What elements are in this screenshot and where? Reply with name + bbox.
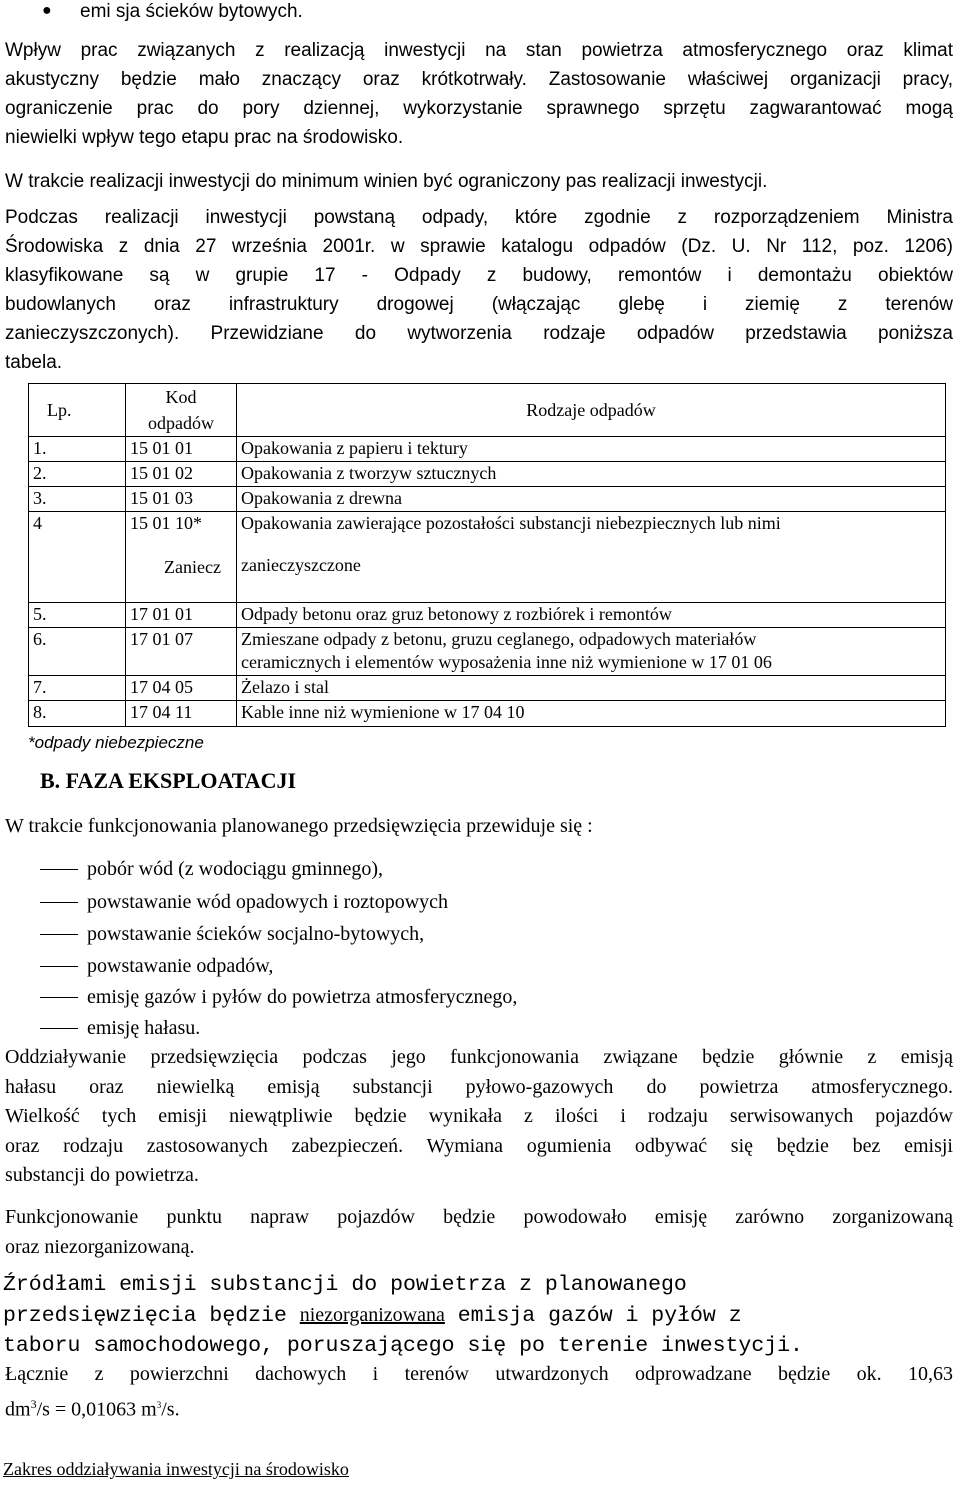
cell-lp: 4	[29, 512, 126, 603]
dash-marker	[40, 934, 78, 935]
text-line: tabela.	[5, 352, 63, 373]
text-line: oraz rodzaju zastosowanych zabezpieczeń. Wymiana ogumienia odbywać się będzie bez emisji	[5, 1134, 953, 1157]
dash-marker	[40, 902, 78, 903]
text-line: klasyfikowane są w grupie 17 - Odpady z budowy, remontów i demontażu obiektów	[5, 265, 953, 286]
table-row	[29, 462, 946, 487]
text-line: Oddziaływanie przedsięwzięcia podczas jego funkcjonowania związane będzie głównie z emisją	[5, 1046, 953, 1068]
cell-kind	[237, 512, 946, 603]
table-row	[29, 437, 946, 462]
table-row	[29, 628, 946, 676]
list-item	[40, 919, 424, 949]
list-item	[40, 951, 273, 981]
bullet-item	[0, 0, 960, 29]
cell-code: 17 01 01	[126, 603, 237, 628]
text-line	[3, 1300, 803, 1331]
dash-marker	[40, 966, 78, 967]
text-line: Podczas realizacji inwestycji powstaną odpady, które zgodnie z rozporządzeniem Ministra	[5, 207, 953, 228]
cell-kind-line1: Zmieszane odpady z betonu, gruzu ceglanego, odpadowych materiałów	[241, 629, 757, 649]
text-line: Wpływ prac związanych z realizacją inwestycji na stan powietrza atmosferycznego oraz klimat	[5, 40, 953, 61]
paragraph-belt: W trakcie realizacji inwestycji do minimum winien być ograniczony pas realizacji inwestycji.	[5, 171, 768, 192]
text-line: budowlanych oraz infrastruktury drogowej (włączając glebę i ziemię z terenów	[5, 294, 953, 315]
cell-kind: Opakowania z papieru i tektury	[237, 437, 946, 462]
list-item	[40, 1013, 200, 1043]
cell-code	[126, 512, 237, 603]
cell-code: 17 04 11	[126, 701, 237, 727]
table-row	[29, 701, 946, 727]
header-lp: Lp.	[29, 384, 126, 437]
cell-code-overflow: Zaniecz	[164, 557, 221, 577]
cell-code: 17 04 05	[126, 676, 237, 701]
cell-code: 15 01 02	[126, 462, 237, 487]
paragraph-sources	[3, 1270, 803, 1361]
paragraph-air-impact	[5, 36, 953, 152]
table-row	[29, 512, 946, 603]
dash-marker	[40, 997, 78, 998]
table-row	[29, 676, 946, 701]
dash-marker	[40, 1028, 78, 1029]
header-code-line2: odpadów	[148, 413, 214, 433]
paragraph-repair	[5, 1203, 953, 1262]
list-item-text: emisję hałasu.	[87, 1017, 201, 1039]
list-item-text: powstawanie wód opadowych i roztopowych	[87, 891, 449, 913]
text-segment: dm	[5, 1398, 31, 1421]
section-heading: B. FAZA EKSPLOATACJI	[40, 768, 297, 793]
list-item-text: emisję gazów i pyłów do powietrza atmosferycznego,	[87, 986, 518, 1008]
cell-lp: 6.	[29, 628, 126, 676]
text-line: zanieczyszczonych). Przewidziane do wytworzenia rodzaje odpadów przedstawia poniższa	[5, 323, 953, 344]
cell-lp: 2.	[29, 462, 126, 487]
cell-code: 15 01 01	[126, 437, 237, 462]
cell-lp: 5.	[29, 603, 126, 628]
list-item-text: pobór wód (z wodociągu gminnego),	[87, 858, 384, 880]
footer-title: Zakres oddziaływania inwestycji na środowisko	[3, 1459, 349, 1479]
text-line: Funkcjonowanie punktu napraw pojazdów będzie powodowało emisję zarówno zorganizowaną	[5, 1206, 953, 1228]
cell-lp: 3.	[29, 487, 126, 512]
list-item-text: powstawanie odpadów,	[87, 955, 274, 977]
dash-marker	[40, 869, 78, 870]
text-line: substancji do powietrza.	[5, 1164, 199, 1186]
cell-lp: 8.	[29, 701, 126, 727]
superscript: 3	[156, 1399, 162, 1410]
cell-lp: 1.	[29, 437, 126, 462]
text-line: Źródłami emisji substancji do powietrza z planowanego	[3, 1273, 687, 1297]
cell-code-text: 15 01 10*	[130, 513, 202, 533]
paragraph-waste	[5, 203, 953, 377]
waste-table	[28, 383, 946, 727]
text-line: oraz niezorganizowaną.	[5, 1235, 195, 1258]
cell-kind: Opakowania z drewna	[237, 487, 946, 512]
intro-operation: W trakcie funkcjonowania planowanego przedsięwzięcia przewiduje się :	[5, 815, 593, 837]
cell-code: 17 01 07	[126, 628, 237, 676]
header-kind: Rodzaje odpadów	[237, 384, 946, 437]
text-line: ograniczenie prac do pory dziennej, wykorzystanie sprawnego sprzętu zagwarantować mogą	[5, 98, 953, 119]
header-code-line1: Kod	[165, 387, 197, 407]
text-line: Łącznie z powierzchni dachowych i terenów utwardzonych odprowadzane będzie ok. 10,63	[5, 1363, 953, 1385]
text-segment: /s.	[161, 1398, 180, 1421]
text-line: Wielkość tych emisji niewątpliwie będzie wynikała z ilości i rodzaju serwisowanych pojazdów	[5, 1105, 953, 1127]
bullet-text: emi sja ścieków bytowych.	[80, 1, 303, 22]
underlined-term: niezorganizowana	[299, 1304, 445, 1326]
cell-kind: Odpady betonu oraz gruz betonowy z rozbiórek i remontów	[237, 603, 946, 628]
cell-kind: Opakowania z tworzyw sztucznych	[237, 462, 946, 487]
paragraph-impact	[5, 1043, 953, 1191]
table-header-row	[29, 384, 946, 437]
text-line: niewielki wpływ tego etapu prac na środowisko.	[5, 127, 404, 148]
header-code	[126, 384, 237, 437]
cell-kind-line2: zanieczyszczone	[241, 555, 361, 575]
bullet-dot: ●	[42, 2, 52, 19]
list-item	[40, 982, 517, 1012]
cell-kind: Żelazo i stal	[237, 676, 946, 701]
paragraph-drain	[5, 1360, 953, 1425]
table-footnote: *odpady niebezpieczne	[28, 733, 204, 752]
text-segment: przedsięwzięcia będzie	[3, 1304, 300, 1328]
text-line: hałasu oraz niewielką emisją substancji pyłowo-gazowych do powietrza atmosferycznego.	[5, 1075, 953, 1098]
cell-code: 15 01 03	[126, 487, 237, 512]
list-item	[40, 854, 383, 884]
text-line	[5, 1390, 953, 1425]
cell-kind-line1: Opakowania zawierające pozostałości substancji niebezpiecznych lub nimi	[241, 513, 781, 533]
cell-lp: 7.	[29, 676, 126, 701]
text-segment: /s = 0,01063 m	[36, 1398, 157, 1421]
text-segment: emisja gazów i pyłów z	[444, 1304, 742, 1328]
cell-kind-line2: ceramicznych i elementów wyposażenia inne niż wymienione w 17 01 06	[241, 652, 772, 672]
cell-kind	[237, 628, 946, 676]
text-line: taboru samochodowego, poruszającego się po terenie inwestycji.	[3, 1334, 803, 1358]
table-row	[29, 487, 946, 512]
superscript: 3	[30, 1396, 37, 1411]
cell-kind: Kable inne niż wymienione w 17 04 10	[237, 701, 946, 727]
table-row	[29, 603, 946, 628]
list-item	[40, 887, 448, 917]
text-line: Środowiska z dnia 27 września 2001r. w sprawie katalogu odpadów (Dz. U. Nr 112, poz. 1206)	[5, 236, 953, 257]
text-line: akustyczny będzie mało znaczący oraz krótkotrwały. Zastosowanie właściwej organizacji pracy,	[5, 69, 953, 90]
list-item-text: powstawanie ścieków socjalno-bytowych,	[87, 923, 425, 945]
